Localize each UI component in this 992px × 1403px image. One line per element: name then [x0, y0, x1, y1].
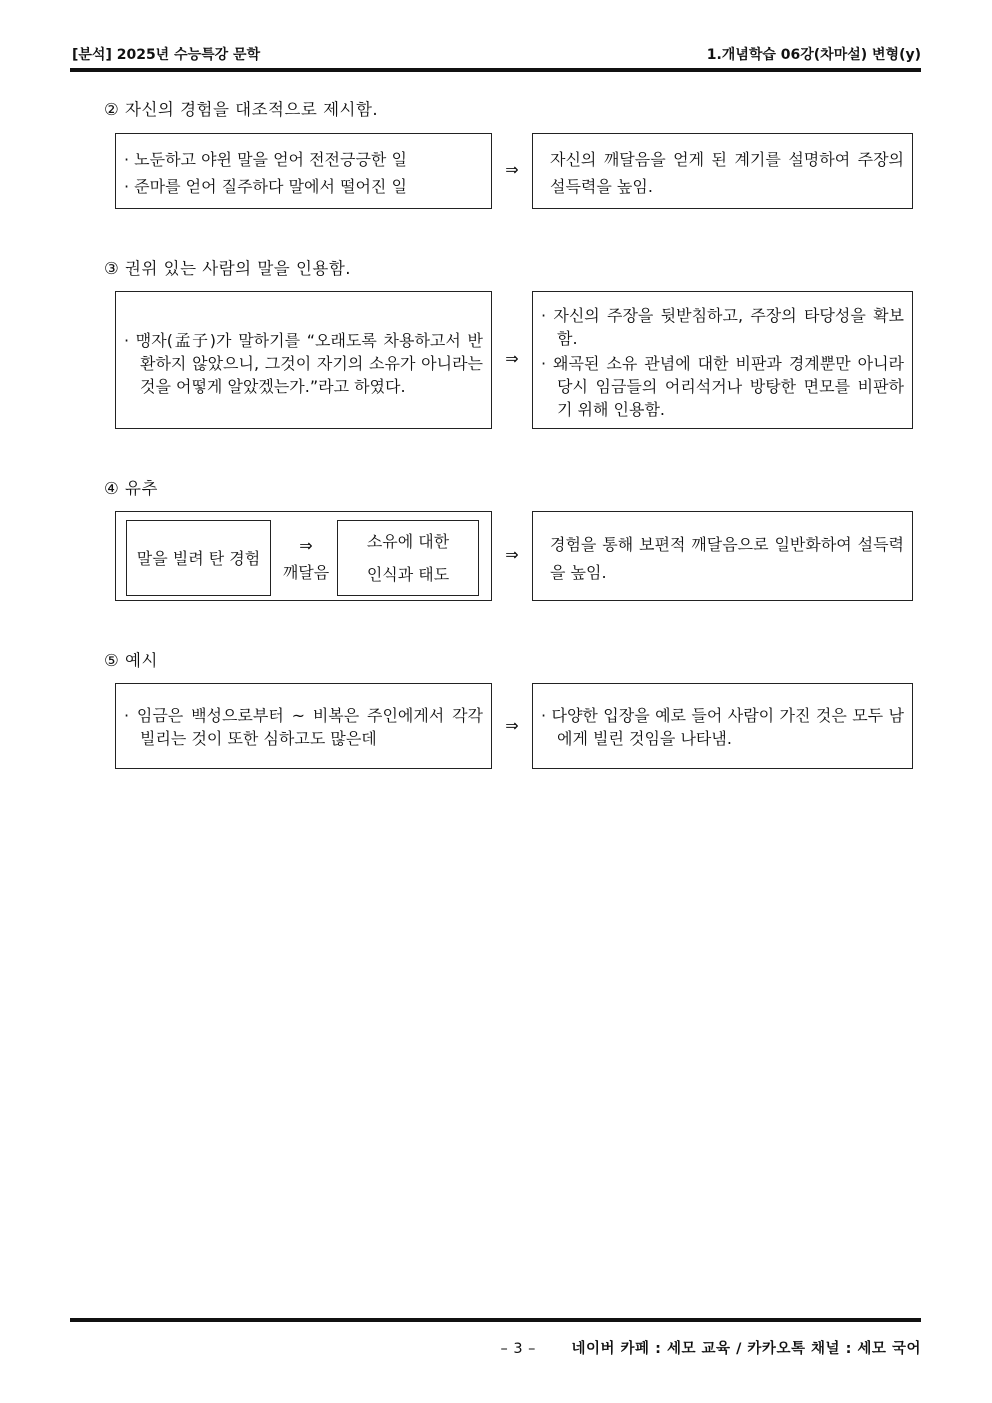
section-example-right-box	[532, 683, 913, 769]
example-item: · 임금은 백성으로부터 ~ 비복은 주인에게서 각각 빌리는 것이 또한 심하고도 많은데	[124, 706, 483, 748]
contrast-result: 자신의 깨달음을 얻게 된 계기를 설명하여 주장의 설득력을 높임.	[550, 150, 904, 196]
header-title: [분석] 2025년 수능특강 문학	[72, 47, 261, 63]
section-analogy-left-box	[115, 511, 492, 601]
quote-result-1: · 자신의 주장을 뒷받침하고, 주장의 타당성을 확보함.	[541, 306, 904, 348]
example-arrow: ⇒	[505, 716, 519, 735]
section-quote-left-box	[115, 291, 492, 429]
footer-channel-info: 네이버 카페 : 세모 교육 / 카카오톡 채널 : 세모 국어	[571, 1341, 921, 1357]
footer-rule	[70, 1318, 921, 1322]
section-heading-contrast: ② 자신의 경험을 대조적으로 제시함.	[104, 100, 379, 119]
section-contrast-right-box	[532, 133, 913, 209]
analogy-arrow: ⇒	[505, 545, 519, 564]
section-contrast-left-box	[115, 133, 492, 209]
analogy-attitude-line2: 인식과 태도	[366, 565, 450, 584]
section-heading-quote: ③ 권위 있는 사람의 말을 인용함.	[104, 259, 352, 278]
contrast-item-1: · 노둔하고 야윈 말을 얻어 전전긍긍한 일	[124, 150, 407, 169]
analogy-inner-arrow-group	[276, 532, 336, 586]
header-lesson: 1.개념학습 06강(차마설) 변형(y)	[706, 47, 921, 63]
analogy-result: 경험을 통해 보편적 깨달음으로 일반화하여 설득력을 높임.	[550, 535, 904, 582]
analogy-experience: 말을 빌려 탄 경험	[136, 548, 261, 568]
example-result: · 다양한 입장을 예로 들어 사람이 가진 것은 모두 남에게 빌린 것임을 나타냄.	[541, 706, 904, 748]
analogy-inner-arrow: ⇒	[299, 536, 313, 555]
page-number: – 3 –	[500, 1341, 536, 1357]
section-quote-right-box	[532, 291, 913, 429]
contrast-item-2: · 준마를 얻어 질주하다 말에서 떨어진 일	[124, 177, 407, 196]
analogy-attitude-box	[337, 520, 479, 596]
analogy-experience-box	[126, 520, 271, 596]
page-footer	[500, 1337, 921, 1358]
quote-item: · 맹자(孟子)가 말하기를 “오래도록 차용하고서 반환하지 않았으니, 그것이 자기의 소유가 아니라는 것을 어떻게 알았겠는가.”라고 하였다.	[124, 331, 483, 396]
quote-result-2: · 왜곡된 소유 관념에 대한 비판과 경계뿐만 아니라 당시 임금들의 어리석거나 방탕한 면모를 비판하기 위해 인용함.	[541, 354, 904, 419]
analogy-realization-label: 깨달음	[282, 563, 330, 582]
page-header	[72, 44, 921, 66]
section-example-left-box	[115, 683, 492, 769]
header-rule	[70, 68, 921, 72]
section-heading-analogy: ④ 유추	[104, 479, 158, 498]
section-analogy-right-box	[532, 511, 913, 601]
analogy-attitude-line1: 소유에 대한	[366, 532, 450, 551]
contrast-arrow: ⇒	[505, 160, 519, 179]
quote-arrow: ⇒	[505, 349, 519, 368]
section-heading-example: ⑤ 예시	[104, 651, 158, 670]
